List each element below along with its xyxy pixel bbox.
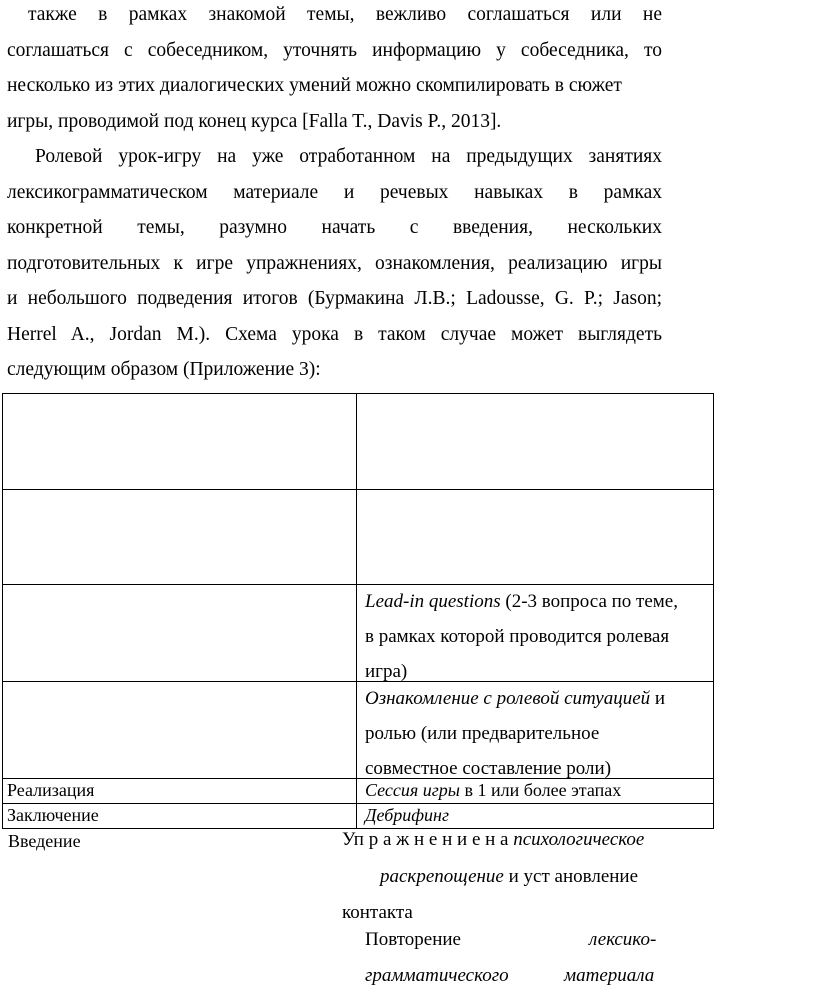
- paragraph-line: подготовительных к игре упражнениях, ознакомления, реализацию игры: [7, 252, 662, 274]
- review-left: Повторение: [365, 929, 461, 950]
- exercise-line-1: [342, 829, 644, 851]
- lead-in-term: Lead-in questions: [365, 591, 501, 612]
- paragraph-line: лексикограмматическом материале и речевых навыках в рамках: [7, 181, 662, 203]
- table-cell-familiarization: [365, 681, 711, 786]
- paragraph-line: игры, проводимой под конец курса [Falla T., Davis P., 2013].: [7, 110, 502, 132]
- exercise-line-3: контакта: [342, 902, 413, 923]
- lesson-scheme-table: [2, 393, 714, 829]
- paragraph-1: [7, 0, 662, 139]
- familiarization-term: Ознакомление с ролевой ситуацией: [365, 688, 651, 709]
- exercise-italic: психологическое: [513, 829, 645, 850]
- exercise-line-2: [380, 866, 638, 888]
- cell-text: в рамках которой проводится ролевая: [365, 626, 670, 647]
- review-left-2: грамматического: [365, 965, 509, 986]
- cell-text: в 1 или более этапах: [459, 780, 622, 800]
- table-cell-conclusion-label: Заключение: [7, 805, 99, 825]
- paragraph-2: [7, 139, 662, 388]
- paragraph-line: Herrel A., Jordan M.). Схема урока в таком случае может выглядеть: [7, 323, 662, 345]
- table-cell-realization-label: Реализация: [7, 780, 95, 800]
- cell-text: (2-3 вопроса по теме,: [500, 591, 678, 612]
- table-row-divider: [3, 489, 713, 490]
- table-cell-debriefing: Дебрифинг: [365, 805, 449, 825]
- table-column-divider: [356, 394, 357, 828]
- exercise-italic: раскрепощение: [380, 866, 504, 887]
- paragraph-line: следующим образом (Приложение 3):: [7, 359, 321, 380]
- game-session-term: Сессия игры: [365, 780, 460, 800]
- paragraph-line: несколько из этих диалогических умений можно скомпилировать в сюжет: [7, 75, 622, 96]
- cell-text: и: [650, 688, 666, 709]
- paragraph-line: Ролевой урок-игру на уже отработанном на предыдущих занятиях: [35, 146, 662, 167]
- cell-text: игра): [365, 661, 408, 682]
- review-right-2: материала: [564, 965, 655, 986]
- paragraph-line: соглашаться с собеседником, уточнять информацию у собеседника, то: [7, 39, 662, 61]
- table-cell-game-session: [365, 778, 711, 803]
- intro-label: Введение: [8, 831, 81, 851]
- paragraph-line: также в рамках знакомой темы, вежливо соглашаться или не: [28, 4, 662, 25]
- cell-text: ролью (или предварительное: [365, 723, 600, 744]
- cell-text: совместное составление роли): [365, 758, 612, 779]
- paragraph-line: конкретной темы, разумно начать с введения, нескольких: [7, 217, 662, 238]
- review-right: лексико-: [589, 929, 657, 950]
- table-cell-lead-in: [365, 584, 711, 689]
- paragraph-line: и небольшого подведения итогов (Бурмакина Л.В.; Ladousse, G. P.; Jason;: [7, 288, 662, 309]
- exercise-text: Уп р а ж н е н и е н а: [342, 829, 514, 850]
- exercise-text: и уст ановление: [503, 866, 639, 887]
